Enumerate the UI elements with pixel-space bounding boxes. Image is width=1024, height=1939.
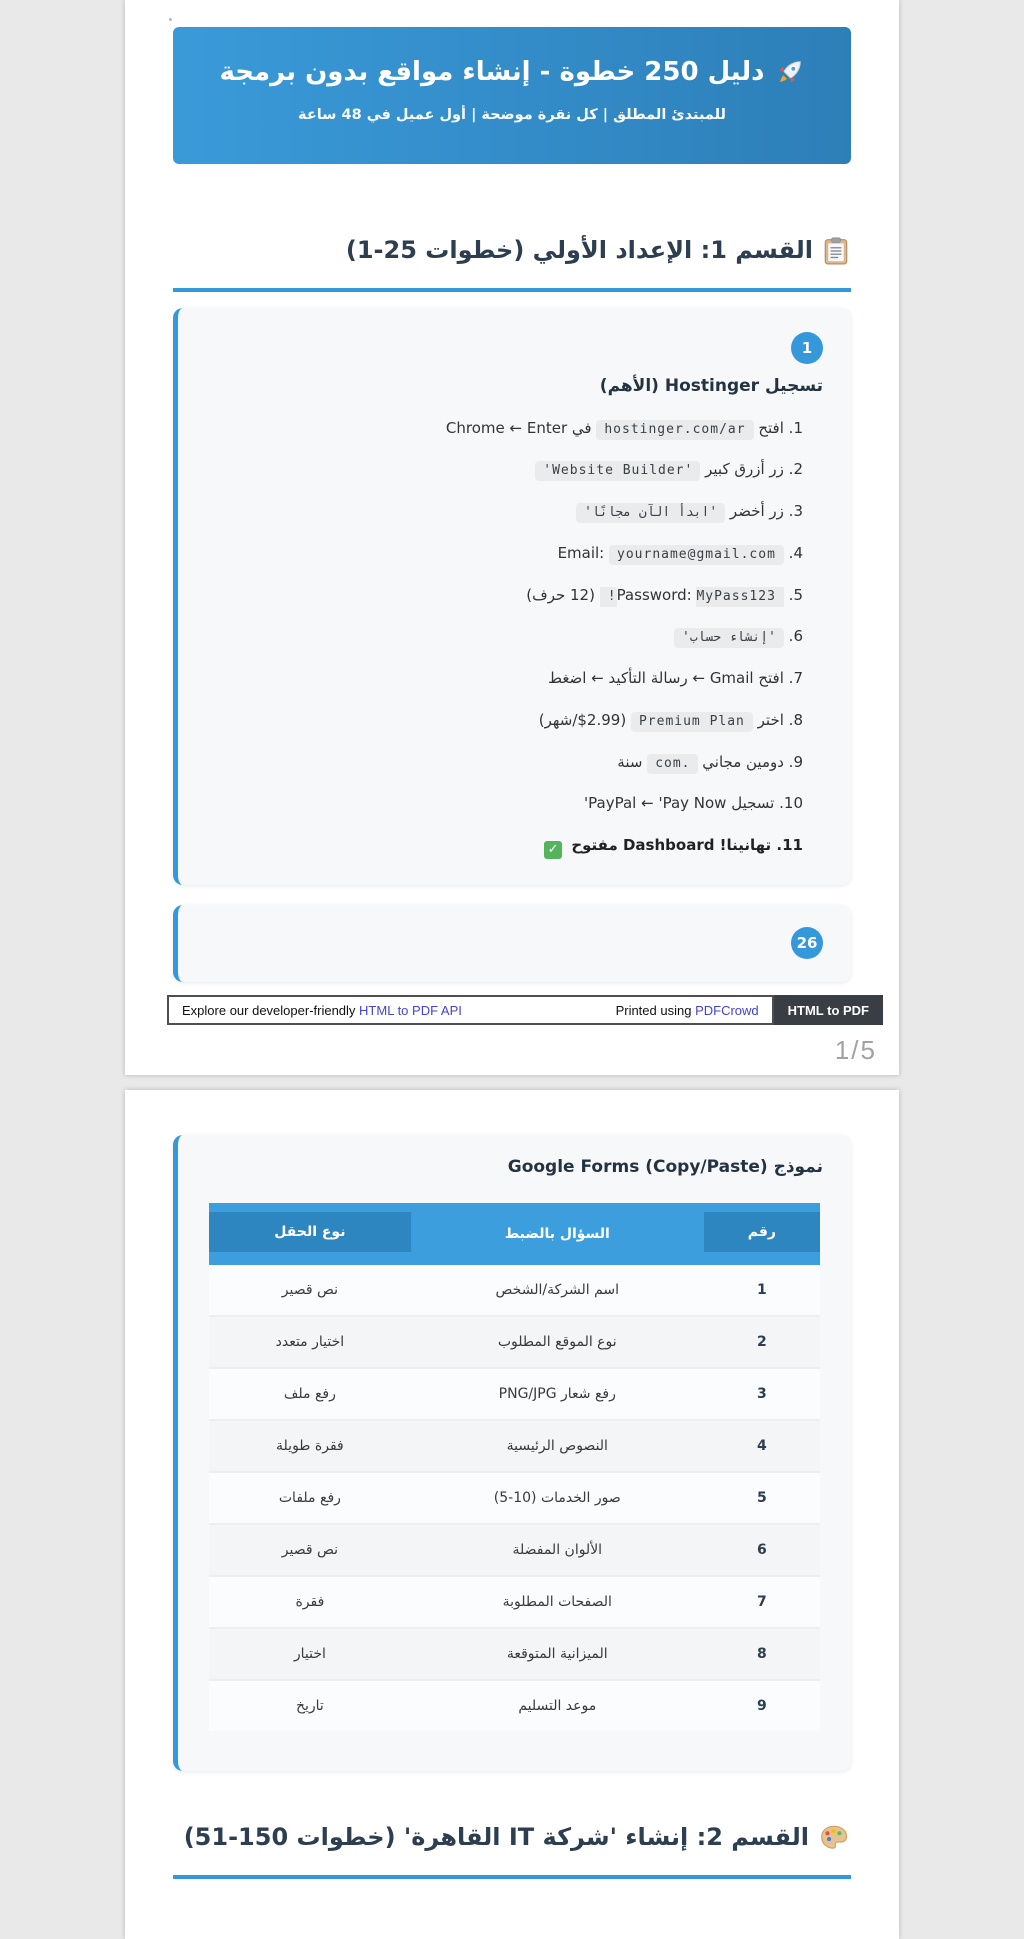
step-item: 8. اختر Premium Plan ($2.99/شهر): [206, 708, 803, 733]
section-2-title: القسم 2: إنشاء 'شركة IT القاهرة' (خطوات 150-51): [183, 1823, 809, 1851]
code-snippet: 'إنشاء حساب': [674, 628, 784, 648]
table-row: [209, 1420, 820, 1472]
table-cell: رفع ملفات: [209, 1472, 411, 1524]
header-fieldtype-column: [209, 1203, 411, 1265]
google-forms-card: [173, 1135, 851, 1771]
table-cell: الميزانية المتوقعة: [411, 1628, 704, 1680]
step-card-26: [173, 905, 851, 982]
table-row: [209, 1316, 820, 1368]
pdf-page-1: [125, 0, 899, 1075]
table-header: [209, 1203, 820, 1265]
table-cell: فقرة: [209, 1576, 411, 1628]
table-cell: نص قصير: [209, 1265, 411, 1316]
document-title: [185, 57, 839, 87]
table-cell: 9: [704, 1680, 820, 1731]
table-cell: 8: [704, 1628, 820, 1680]
step-item: 9. دومين مجاني .com سنة: [206, 750, 803, 775]
step-item: 4. Email: yourname@gmail.com: [206, 541, 803, 566]
table-cell: فقرة طويلة: [209, 1420, 411, 1472]
table-row: [209, 1628, 820, 1680]
table-cell: الألوان المفضلة: [411, 1524, 704, 1576]
step-number-badge: 26: [791, 927, 823, 959]
code-snippet: MyPass123!: [600, 587, 784, 607]
header-banner: [173, 27, 851, 164]
header-number-column: [704, 1203, 820, 1265]
html-to-pdf-api-link[interactable]: HTML to PDF API: [359, 1002, 462, 1018]
table-row: [209, 1265, 820, 1316]
step-card-1: [173, 308, 851, 886]
code-snippet: yourname@gmail.com: [609, 545, 784, 565]
code-snippet: 'Website Builder': [535, 461, 700, 481]
header-label: رقم: [747, 1224, 776, 1240]
table-row: [209, 1524, 820, 1576]
table-cell: 6: [704, 1524, 820, 1576]
header-label: نوع الحقل: [274, 1224, 346, 1240]
page-indicator: 1/5: [834, 1035, 877, 1066]
code-snippet: Premium Plan: [631, 712, 753, 732]
step-item: 3. زر أخضر 'ابدأ الآن مجانًا': [206, 499, 803, 524]
table-row: [209, 1680, 820, 1731]
table-cell: 3: [704, 1368, 820, 1420]
table-cell: صور الخدمات (10-5): [411, 1472, 704, 1524]
table-cell: نوع الموقع المطلوب: [411, 1316, 704, 1368]
pdfcrowd-left-text: [182, 1003, 462, 1018]
table-row: [209, 1576, 820, 1628]
check-icon: ✓: [544, 841, 562, 859]
section-2-heading: [173, 1821, 851, 1879]
pdfcrowd-left-prefix: Explore our developer-friendly: [182, 1002, 360, 1018]
table-cell: 2: [704, 1316, 820, 1368]
form-table-body: [209, 1265, 820, 1731]
table-cell: نص قصير: [209, 1524, 411, 1576]
pdfcrowd-bar-text: [167, 995, 774, 1025]
step-card-title: تسجيل Hostinger (الأهم): [599, 375, 823, 396]
section-1-title: القسم 1: الإعداد الأولي (خطوات 25-1): [345, 236, 813, 264]
table-cell: الصفحات المطلوبة: [411, 1576, 704, 1628]
table-cell: 1: [704, 1265, 820, 1316]
stray-mark: [169, 18, 172, 21]
document-subtitle: للمبتدئ المطلق | كل نقرة موضحة | أول عميل في 48 ساعة: [298, 107, 726, 123]
step-item: 1. افتح hostinger.com/ar في Chrome ← Enter: [206, 416, 803, 441]
table-cell: موعد التسليم: [411, 1680, 704, 1731]
table-cell: اختيار متعدد: [209, 1316, 411, 1368]
section-1-heading: [173, 234, 851, 292]
pdfcrowd-watermark-bar: [167, 995, 883, 1025]
steps-list: [206, 416, 823, 860]
google-forms-table: [209, 1203, 820, 1731]
code-snippet: .com: [647, 754, 697, 774]
table-cell: اسم الشركة/الشخص: [411, 1265, 704, 1316]
pdfcrowd-right-text: [616, 1003, 759, 1018]
html-to-pdf-button[interactable]: HTML to PDF: [774, 995, 883, 1025]
header-question-column: السؤال بالضبط: [504, 1226, 610, 1242]
palette-icon: [819, 1824, 849, 1851]
table-row: [209, 1368, 820, 1420]
clipboard-icon: [823, 237, 849, 265]
step-item: 5. Password: MyPass123! (12 حرف): [206, 583, 803, 608]
step-item: 6. 'إنشاء حساب': [206, 624, 803, 649]
code-snippet: hostinger.com/ar: [596, 420, 753, 440]
pdfcrowd-link[interactable]: PDFCrowd: [695, 1002, 759, 1018]
step-item: 2. زر أزرق كبير 'Website Builder': [206, 457, 803, 482]
table-cell: تاريخ: [209, 1680, 411, 1731]
table-cell: رفع شعار PNG/JPG: [411, 1368, 704, 1420]
pdfcrowd-right-prefix: Printed using: [615, 1002, 696, 1018]
table-cell: 7: [704, 1576, 820, 1628]
step-item: 10. تسجيل PayPal ← 'Pay Now': [584, 794, 803, 813]
code-snippet: 'ابدأ الآن مجانًا': [576, 503, 725, 523]
table-cell: رفع ملف: [209, 1368, 411, 1420]
document-title-text: دليل 250 خطوة - إنشاء مواقع بدون برمجة: [219, 57, 765, 87]
table-cell: 5: [704, 1472, 820, 1524]
table-row: [209, 1472, 820, 1524]
pdf-page-2: [125, 1090, 899, 1939]
step-number-badge: 1: [791, 332, 823, 364]
table-cell: النصوص الرئيسية: [411, 1420, 704, 1472]
step-item: 11. تهانينا! Dashboard مفتوح ✓: [206, 833, 803, 859]
table-cell: اختيار: [209, 1628, 411, 1680]
step-item: 7. افتح Gmail ← رسالة التأكيد ← اضغط: [548, 669, 803, 688]
rocket-icon: [775, 57, 805, 87]
table-cell: 4: [704, 1420, 820, 1472]
form-card-title: نموذج Google Forms (Copy/Paste): [507, 1157, 823, 1177]
page-gap: [0, 1075, 1024, 1090]
